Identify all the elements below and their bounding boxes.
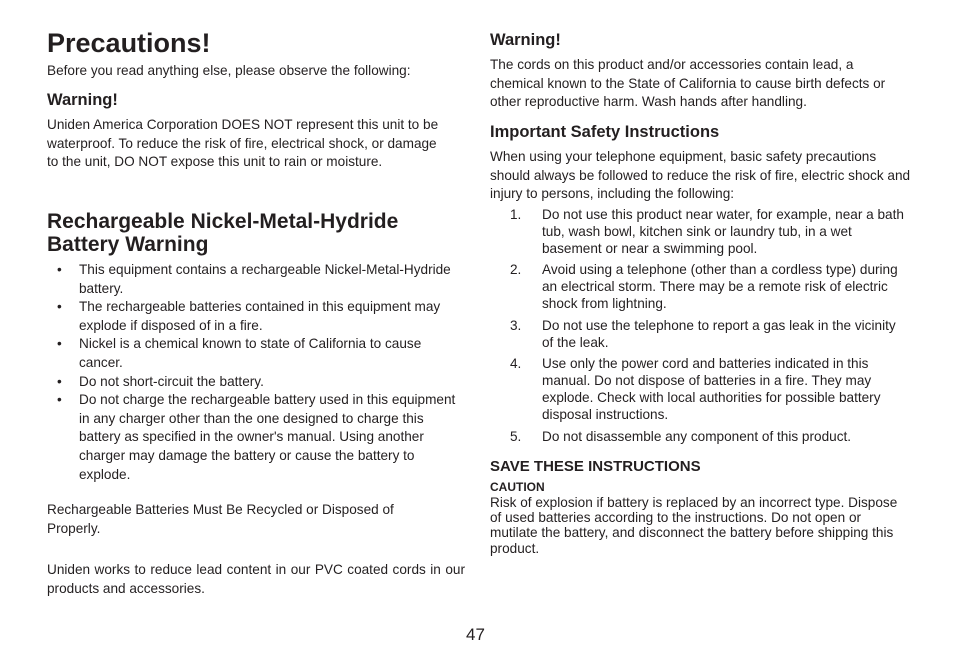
step-number: 4. — [510, 356, 522, 372]
step-text: Avoid using a telephone (other than a cordless type) during an electrical storm. There may be a remote risk of electric shock from lightning. — [542, 262, 898, 311]
caution-label: CAUTION — [490, 480, 545, 494]
step-text: Do not disassemble any component of this product. — [542, 428, 852, 444]
safety-heading: Important Safety Instructions — [490, 123, 720, 141]
bullet-marker: • — [57, 262, 62, 277]
step-number: 2. — [510, 262, 522, 278]
step-text: Do not use this product near water, for example, near a bath tub, wash bowl, kitchen sink or laundry tub, in a wet basement or near a swimming pool. — [542, 207, 904, 256]
save-instructions-heading: SAVE THESE INSTRUCTIONS — [490, 458, 701, 475]
bullet-marker: • — [57, 336, 62, 352]
list-item — [47, 391, 459, 484]
left-warning-text: Uniden America Corporation DOES NOT represent this unit to be waterproof. To reduce the risk of fire, electrical shock, or damage to the unit, DO NOT expose this unit to rain or moisture. — [47, 117, 439, 170]
step-number: 1. — [510, 207, 522, 222]
right-warning-text: The cords on this product and/or accessories contain lead, a chemical known to the State of California to cause birth defects or other reproductive harm. Wash hands after handling. — [490, 57, 886, 110]
step-number: 3. — [510, 317, 522, 333]
step-number: 5. — [510, 428, 522, 444]
safety-intro-text: When using your telephone equipment, basic safety precautions should always be followed to reduce the risk of fire, electric shock and injury to persons, including the following: — [490, 149, 911, 202]
list-item — [47, 261, 459, 298]
bullet-text: Do not short-circuit the battery. — [79, 373, 264, 389]
battery-bullet-list — [47, 261, 459, 484]
lead-content-text: Uniden works to reduce lead content in our PVC coated cords in our products and accessories. — [47, 562, 465, 596]
safety-instructions-list — [490, 207, 905, 450]
page-number: 47 — [466, 625, 485, 644]
bullet-text: Do not charge the rechargeable battery used in this equipment in any charger other than the one designed to charge this battery as specified in the owner's manual. Using another charger may damage the battery or cause the battery to explode. — [79, 392, 456, 482]
list-item — [490, 262, 905, 312]
battery-warning-heading: Rechargeable Nickel-Metal-Hydride Battery Warning — [47, 210, 399, 256]
recycle-text: Rechargeable Batteries Must Be Recycled or Disposed of Properly. — [47, 502, 394, 536]
list-item — [47, 335, 459, 372]
bullet-marker: • — [57, 392, 62, 408]
intro-text: Before you read anything else, please observe the following: — [47, 63, 411, 78]
list-item — [490, 429, 905, 446]
bullet-marker: • — [57, 299, 62, 315]
step-text: Use only the power cord and batteries indicated in this manual. Do not dispose of batteries in a fire. They may explode. Check with local authorities for possible battery disposal instructions. — [542, 356, 881, 422]
list-item — [490, 207, 905, 257]
left-warning-heading: Warning! — [47, 91, 118, 109]
bullet-text: This equipment contains a rechargeable Nickel-Metal-Hydride battery. — [79, 262, 451, 296]
right-warning-heading: Warning! — [490, 31, 561, 49]
caution-text: Risk of explosion if battery is replaced by an incorrect type. Dispose of used batteries according to the instructions. Do not open or mutilate the battery, and disconnect the battery before shipping this product. — [490, 495, 898, 556]
bullet-marker: • — [57, 373, 62, 389]
step-text: Do not use the telephone to report a gas leak in the vicinity of the leak. — [542, 317, 896, 350]
page-title: Precautions! — [47, 28, 211, 58]
list-item — [490, 318, 905, 352]
bullet-text: Nickel is a chemical known to state of California to cause cancer. — [79, 336, 422, 370]
list-item — [47, 298, 459, 335]
list-item — [47, 373, 459, 392]
list-item — [490, 356, 905, 423]
bullet-text: The rechargeable batteries contained in this equipment may explode if disposed of in a fire. — [79, 299, 441, 333]
